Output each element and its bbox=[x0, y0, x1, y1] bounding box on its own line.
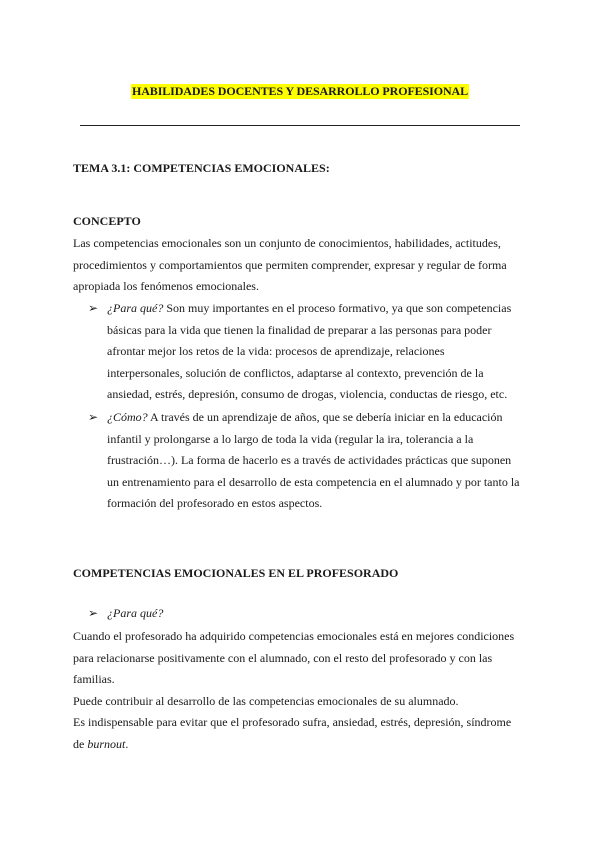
bullet-first-rest: Son muy importantes en el proceso formativo, ya que son competencias bbox=[163, 301, 512, 315]
arrow-bullet-icon: ➢ bbox=[88, 301, 99, 315]
teachers-line: Es indispensable para evitar que el profesorado sufra, ansiedad, estrés, depresión, síndrome bbox=[73, 715, 512, 729]
title-divider bbox=[80, 125, 520, 126]
bullet-teachers-para-que bbox=[88, 603, 528, 625]
concept-line: procedimientos y comportamientos que permiten comprender, expresar y regular de forma bbox=[73, 257, 507, 272]
bullet-lead: ¿Para qué? bbox=[107, 301, 164, 315]
bullet-line: interpersonales, solución de conflictos, adaptarse al contexto, prevención de la bbox=[107, 365, 484, 380]
teachers-line: Puede contribuir al desarrollo de las competencias emocionales de su alumnado. bbox=[73, 693, 459, 708]
bullet-line: frustración…). La forma de hacerlo es a través de actividades prácticas que suponen bbox=[107, 453, 512, 467]
concept-paragraph bbox=[73, 233, 528, 298]
concept-heading: CONCEPTO bbox=[73, 214, 141, 228]
concept-line: apropiada los fenómenos emocionales. bbox=[73, 279, 259, 293]
arrow-bullet-icon: ➢ bbox=[88, 410, 99, 424]
arrow-bullet-icon: ➢ bbox=[88, 606, 99, 620]
bullet-line: un entrenamiento para el desarrollo de esta competencia en el alumnado y por tanto la bbox=[107, 474, 520, 489]
teachers-line: para relacionarse positivamente con el alumnado, con el resto del profesorado y con las bbox=[73, 650, 493, 665]
bullet-como bbox=[88, 407, 528, 515]
teachers-line: Cuando el profesorado ha adquirido competencias emocionales está en mejores condiciones bbox=[73, 629, 515, 643]
title-block bbox=[0, 84, 600, 99]
bullet-lead: ¿Cómo? bbox=[107, 410, 148, 424]
last-line-prefix: de bbox=[73, 736, 88, 751]
burnout-term: burnout bbox=[87, 736, 126, 751]
last-line-suffix: . bbox=[125, 736, 129, 751]
bullet-line: ansiedad, estrés, depresión, consumo de drogas, violencia, conductas de riesgo, etc. bbox=[107, 387, 508, 401]
concept-line: Las competencias emocionales son un conjunto de conocimientos, habilidades, actitudes, bbox=[73, 236, 501, 250]
teachers-paragraph bbox=[73, 626, 528, 755]
bullet-lead: ¿Para qué? bbox=[107, 606, 164, 620]
bullet-first-line bbox=[107, 407, 528, 429]
bullet-para-que bbox=[88, 298, 528, 406]
topic-heading: TEMA 3.1: COMPETENCIAS EMOCIONALES: bbox=[73, 161, 330, 175]
bullet-line: formación del profesorado en estos aspectos. bbox=[107, 496, 323, 510]
bullet-first-line bbox=[107, 298, 528, 320]
teachers-line: familias. bbox=[73, 672, 115, 686]
bullet-line: básicas para la vida que tienen la finalidad de preparar a las personas para poder bbox=[107, 322, 492, 337]
document-title: HABILIDADES DOCENTES Y DESARROLLO PROFESIONAL bbox=[131, 84, 468, 98]
teachers-heading: COMPETENCIAS EMOCIONALES EN EL PROFESORADO bbox=[73, 566, 399, 580]
bullet-first-line bbox=[107, 603, 528, 625]
teachers-last-line bbox=[73, 734, 528, 756]
bullet-line: infantil y prolongarse a lo largo de toda la vida (regular la ira, tolerancia a la bbox=[107, 431, 474, 446]
bullet-line: afrontar mejor los retos de la vida: procesos de aprendizaje, relaciones bbox=[107, 344, 445, 358]
bullet-first-rest: A través de un aprendizaje de años, que se debería iniciar en la educación bbox=[147, 410, 503, 424]
